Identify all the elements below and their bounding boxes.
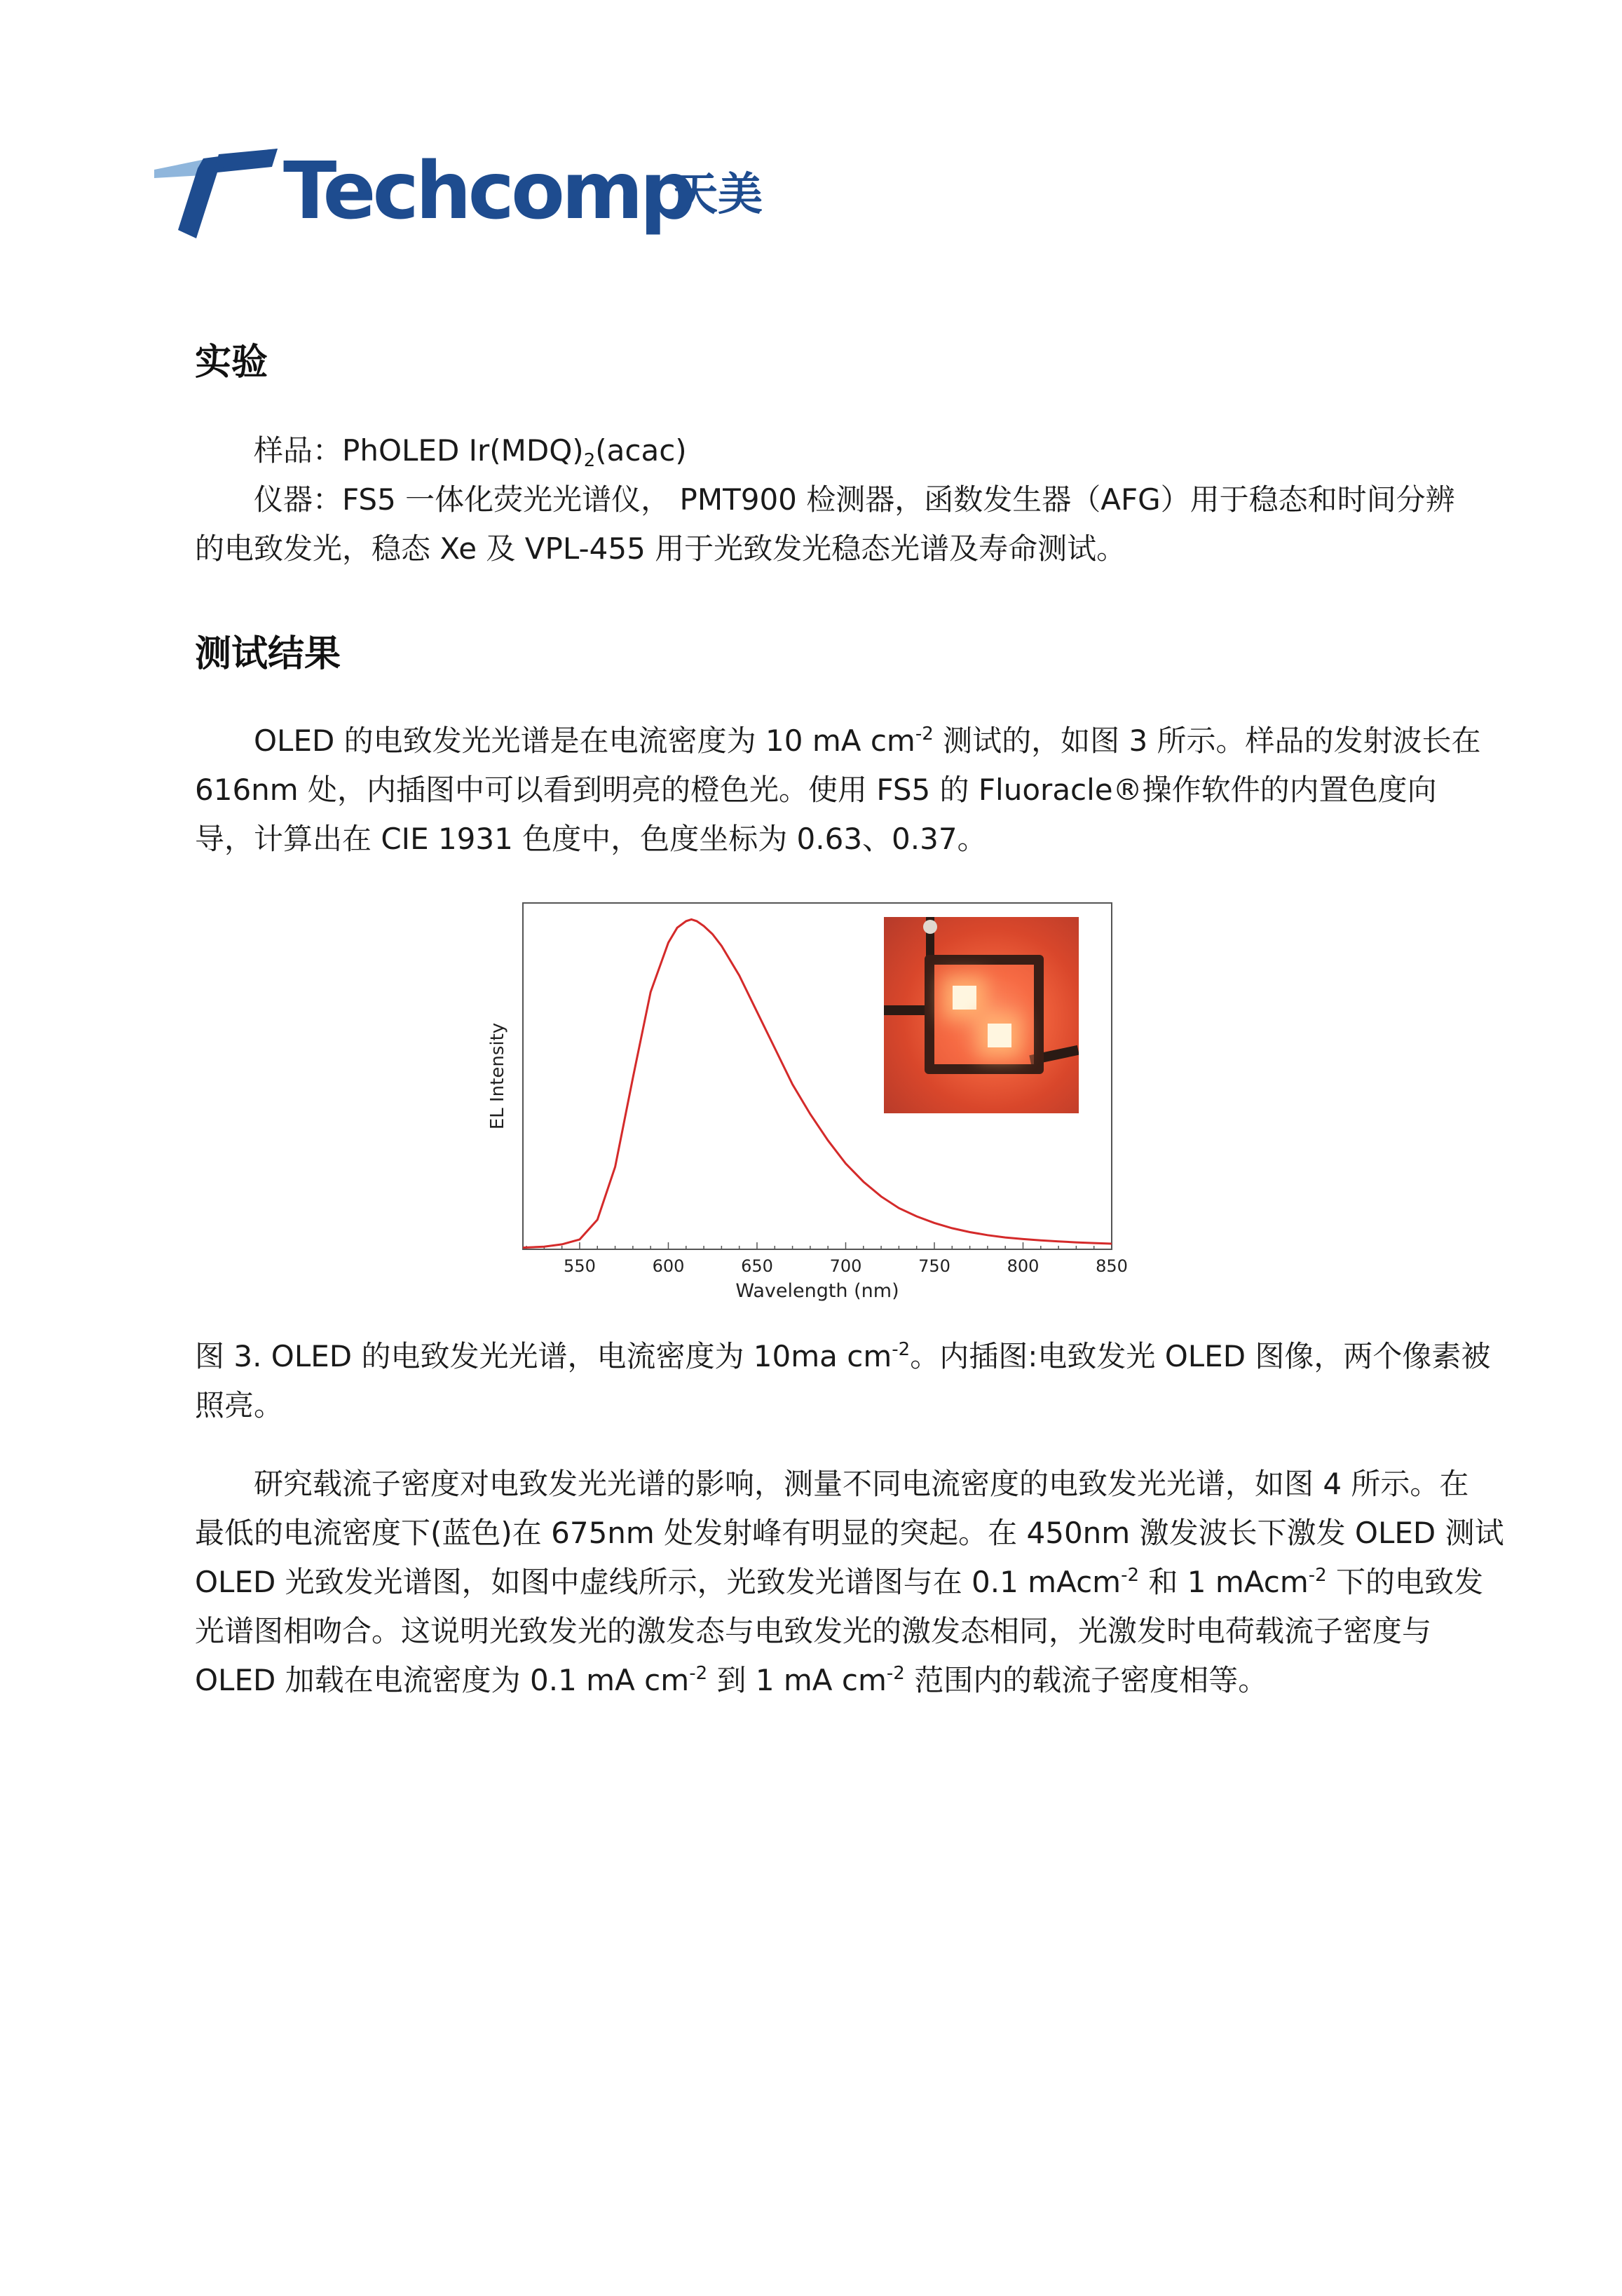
discussion-line-3: OLED 光致发光谱图，如图中虚线所示，光致发光谱图与在 0.1 mAcm$^{-2}$ 和 1 mAcm$^{-2}$ 下的电致发	[195, 1565, 1484, 1599]
x-tick-label: 650	[741, 1256, 773, 1276]
oled-inset-photo	[884, 917, 1079, 1113]
results-line-1: OLED 的电致发光光谱是在电流密度为 10 mA $cm^{-2}$ 测试的，如图 3 所示。样品的发射波长在	[254, 724, 1481, 758]
x-tick-label: 600	[652, 1256, 685, 1276]
instrument-line-2: 的电致发光，稳态 Xe 及 VPL-455 用于光致发光稳态光谱及寿命测试。	[195, 531, 1126, 566]
experiment-heading: 实验	[195, 341, 268, 383]
discussion-line-4: 光谱图相吻合。这说明光致发光的激发态与电致发光的激发态相同，光激发时电荷载流子密度与	[195, 1614, 1432, 1648]
lit-pixel	[988, 1024, 1011, 1047]
techcomp-t-logo-icon	[154, 149, 280, 240]
x-tick-label: 750	[918, 1256, 950, 1276]
y-axis-label: EL Intensity	[487, 1022, 508, 1130]
results-line-2: 616nm 处，内插图中可以看到明亮的橙色光。使用 FS5 的 Fluoracle®操作软件的内置色度向	[195, 773, 1437, 807]
el-spectrum-figure	[477, 890, 1150, 1311]
results-paragraph	[195, 716, 1481, 864]
results-line-3: 导，计算出在 CIE 1931 色度中，色度坐标为 0.63、0.37。	[195, 822, 987, 856]
discussion-line-1: 研究载流子密度对电致发光光谱的影响，测量不同电流密度的电致发光光谱，如图 4 所示。在	[254, 1467, 1469, 1501]
x-tick-label: 550	[564, 1256, 596, 1276]
lit-pixel	[953, 986, 976, 1010]
caption-line-1: 图 3. OLED 的电致发光光谱，电流密度为 10ma $cm^{-2}$。内插图:电致发光 OLED 图像，两个像素被	[195, 1339, 1491, 1373]
logo-brand-cn: 天美	[673, 169, 763, 221]
experiment-sample	[195, 426, 1455, 573]
sample-line: 样品：PhOLED $Ir(MDQ)_2(acac)$	[254, 433, 687, 471]
techcomp-logo	[154, 146, 785, 240]
x-tick-label: 700	[829, 1256, 862, 1276]
figure-caption	[195, 1332, 1491, 1430]
instrument-line-1: 仪器：FS5 一体化荧光光谱仪， PMT900 检测器，函数发生器（AFG）用于稳态和时间分辨	[254, 482, 1455, 517]
discussion-line-5: OLED 加载在电流密度为 0.1 mA $cm^{-2}$ 到 1 mA $cm^{-2}$ 范围内的载流子密度相等。	[195, 1663, 1268, 1697]
logo-brand-text: Techcomp	[283, 146, 693, 237]
results-heading: 测试结果	[195, 633, 341, 675]
x-tick-label: 800	[1007, 1256, 1040, 1276]
discussion-paragraph	[195, 1460, 1504, 1705]
x-tick-label: 850	[1096, 1256, 1128, 1276]
caption-line-2: 照亮。	[195, 1388, 284, 1422]
discussion-line-2: 最低的电流密度下(蓝色)在 675nm 处发射峰有明显的突起。在 450nm 激发波长下激发 OLED 测试	[195, 1516, 1504, 1550]
x-axis-label: Wavelength (nm)	[735, 1280, 899, 1302]
